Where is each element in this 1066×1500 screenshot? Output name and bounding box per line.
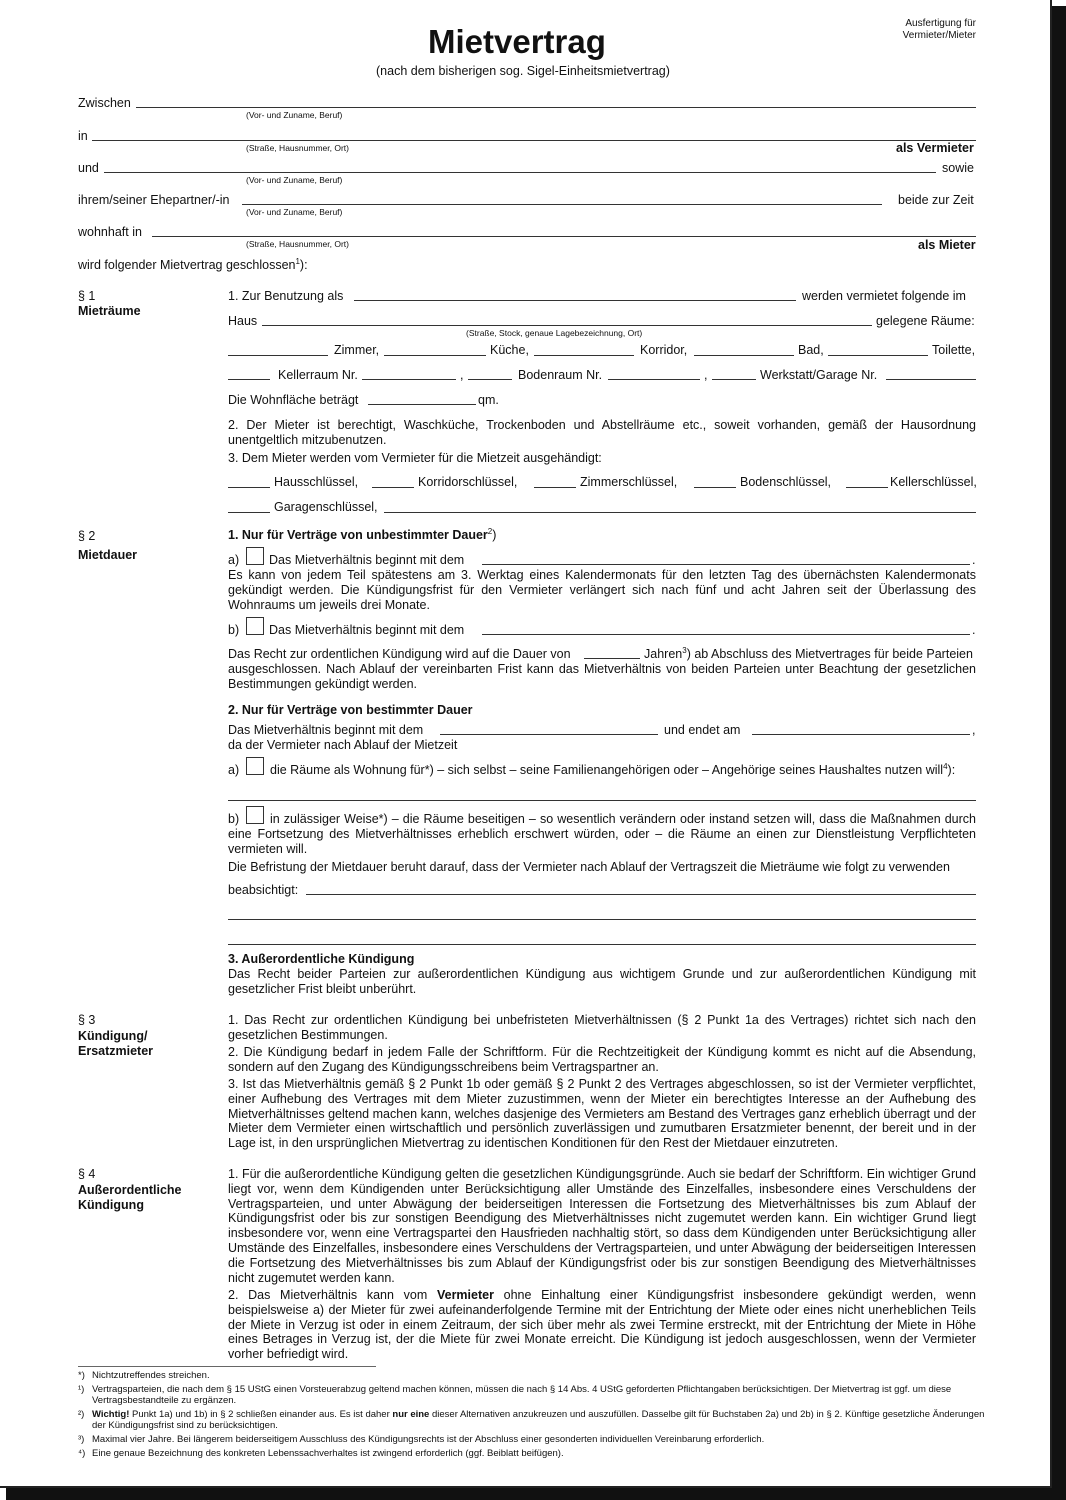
s2-endet-am: und endet am — [664, 723, 741, 737]
field-kellerschluessel[interactable] — [846, 487, 888, 488]
s2-sub3-heading: 3. Außerordentliche Kündigung — [228, 952, 415, 966]
s2-sub3-text: Das Recht beider Parteien zur außerordentlichen Kündigung aus wichtigem Grunde und zur außerordentlichen Kündigung mit gesetzlicher Frist bleibt unberührt. — [228, 967, 976, 996]
label-bodenschluessel: Bodenschlüssel, — [740, 475, 832, 489]
label-bad: Bad, — [798, 343, 824, 357]
caption-name-2: (Vor- und Zuname, Beruf) — [246, 175, 343, 185]
document-title: Mietvertrag — [428, 23, 606, 60]
copy-note: Ausfertigung für Vermieter/Mieter — [902, 18, 976, 41]
label-wohnhaft-in: wohnhaft in — [78, 225, 142, 239]
s1-p1-text: 1. Zur Benutzung als — [228, 289, 344, 303]
field-beabsichtigt-2[interactable] — [228, 919, 976, 920]
field-dauer-jahre[interactable] — [584, 658, 640, 659]
label-garagenschluessel: Garagenschlüssel, — [274, 500, 378, 514]
field-garagenschluessel[interactable] — [228, 512, 270, 513]
section-1-heading: § 1 Mieträume — [78, 289, 141, 318]
label-ehepartner: ihrem/seiner Ehepartner/-in — [78, 193, 230, 207]
s1-p3: 3. Dem Mieter werden vom Vermieter für die Mietzeit ausgehändigt: — [228, 451, 602, 465]
field-kellerraum-count[interactable] — [228, 379, 270, 380]
s2-sub2-text: Das Mietverhältnis beginnt mit dem — [228, 723, 424, 737]
field-weitere-schluessel[interactable] — [384, 512, 976, 513]
s2-sub2-text-2: da der Vermieter nach Ablauf der Mietzeit — [228, 738, 458, 752]
label-beide-zur-zeit: beide zur Zeit — [898, 193, 974, 207]
field-wohnflaeche[interactable] — [368, 404, 476, 405]
field-beabsichtigt-3[interactable] — [228, 944, 976, 945]
label-bodenraum: Bodenraum Nr. — [518, 368, 603, 382]
page-shadow-right — [1052, 6, 1066, 1500]
period: . — [972, 623, 976, 637]
label-kellerraum: Kellerraum Nr. — [278, 368, 358, 382]
field-korridorschluessel[interactable] — [372, 487, 414, 488]
s2-a-para: Es kann von jedem Teil spätestens am 3. Werktag eines Kalendermonats für den letzten Tag des übernächsten Kalendermonats gekündigt werden. Die Kündigungsfrist für den Vermieter verlängert sich nach fünf und acht Jahren seit der Überlassung des Wohnraums um jeweils drei Monate. — [228, 568, 976, 612]
field-bad-count[interactable] — [694, 355, 794, 356]
caption-address: (Straße, Hausnummer, Ort) — [246, 143, 349, 153]
field-befristung-a[interactable] — [228, 800, 976, 801]
field-kueche-count[interactable] — [384, 355, 486, 356]
s2-beabsichtigt: beabsichtigt: — [228, 883, 299, 897]
label-korridor: Korridor, — [640, 343, 688, 357]
section-2-heading: § 2 Mietdauer — [78, 529, 138, 562]
checkbox-befristet-a[interactable] — [246, 757, 264, 775]
s2-2b-text: in zulässiger Weise*) – die Räume beseitigen – so wesentlich verändern oder instand setzen will, dass die Maßnahmen durch eine Fortsetzung des Mietverhältnisses erheblich erschwert würden, oder – die Räume an einen zur Dienstleistung Verpflichteten vermieten will. — [228, 812, 976, 856]
caption-name-3: (Vor- und Zuname, Beruf) — [246, 207, 343, 217]
field-zur-benutzung-als[interactable] — [354, 300, 796, 301]
field-werkstatt-nr[interactable] — [886, 379, 976, 380]
field-vermieter-address[interactable] — [92, 140, 976, 141]
label-zwischen: Zwischen — [78, 96, 131, 110]
field-zimmerschluessel[interactable] — [534, 487, 576, 488]
caption-haus: (Straße, Stock, genaue Lagebezeichnung, Ort) — [466, 328, 643, 338]
period: . — [972, 553, 976, 567]
comma: , — [972, 723, 976, 737]
label-hausschluessel: Hausschlüssel, — [274, 475, 359, 489]
field-beginn-b[interactable] — [482, 634, 970, 635]
s2-a-text: Das Mietverhältnis beginnt mit dem — [269, 553, 465, 567]
field-toilette-count[interactable] — [828, 355, 928, 356]
label-kellerschluessel: Kellerschlüssel, — [890, 475, 977, 489]
s4-p1: 1. Für die außerordentliche Kündigung gelten die gesetzlichen Kündigungsgründe. Auch sie bedarf der Schriftform. Ein wichtiger Grund liegt vor, wenn dem Kündigenden unter Berücksichtigung aller Umstände des Einzelfalles, insbesondere eines Verschuldens der Vertragsparteien, und unter Abwägung der beiderseitigen Interessen die Fortsetzung des Mietverhältnisses bis zum Ablauf der Kündigungsfrist oder bis zur sonstigen Beendigung des Mietverhältnisses nicht zugemutet werden kann. Ein wichtiger Grund liegt insbesondere vor, wenn eine Vertragspartei den Hausfrieden nachhaltig stört, so dass dem Kündigenden unter Berücksichtigung aller Umstände des Einzelfalles, insbesondere eines Verschuldens der Vertragsparteien, und unter Abwägung der beiderseitigen Interessen die Fortsetzung des Mietverhältnisses bis zum Ablauf der Kündigungsfrist oder bis zur sonstigen Beendigung des Mietverhältnisses nicht zugemutet werden kann. — [228, 1167, 976, 1285]
label-werkstatt: Werkstatt/Garage Nr. — [760, 368, 878, 382]
s2-b-para-1b: Jahren$^3$) ab Abschluss des Mietvertrages für beide Parteien — [644, 645, 973, 661]
s2-b-text: Das Mietverhältnis beginnt mit dem — [269, 623, 465, 637]
field-ende-befristet[interactable] — [752, 734, 970, 735]
s2-befristung-text: Die Befristung der Mietdauer beruht darauf, dass der Vermieter nach Ablauf der Vertragszeit die Mieträume wie folgt zu verwenden — [228, 860, 950, 874]
label-als-mieter: als Mieter — [918, 238, 976, 252]
label-toilette: Toilette, — [932, 343, 976, 357]
label-zimmer: Zimmer, — [334, 343, 380, 357]
document-sheet: Mietvertrag (nach dem bisherigen sog. Sigel-Einheitsmietvertrag) Ausfertigung für Vermieter/Mieter Zwischen (Vor- und Zuname, Beruf) in (Straße, Hausnummer, Ort) als Vermieter und (Vor- und Zuname, Beruf) sowie ihrem/seiner Ehepartner/-in (Vor- und Zuname, Beruf) beide zur Zeit wohnhaft in (Straße, Hausnummer, Ort) als Mieter wird folgender Mietvertrag geschlossen$^1$): § 1 Mieträume 1. Zur Benutzung als werden vermietet folgende im Haus (Straße, Stock, genaue Lagebezeichnung, Ort) gelegene Räume: Zimmer, Küche, Korridor, Bad, Toilette, Kellerraum Nr. , Bodenraum Nr. , Werkstatt/Garage Nr. Die Wohnfläche beträgt qm. 2. Der Mieter ist berechtigt, Waschküche, Trockenboden und Abstellräume etc., soweit vorhanden, gemäß der Hausordnung unentgeltlich mitzubenutzen. 3. Dem Mieter werden vom Vermieter für die Mietzeit ausgehändigt: Hausschlüssel, Korridorschlüssel, Zimmerschlüssel, Bodenschlüssel, Kellerschlüssel, Garagenschlüssel, § 2 Mietdauer 1. Nur für Verträge von unbestimmter Dauer$^2$) a) Das Mietverhältnis beginnt mit dem . Es kann von jedem Teil spätestens am 3. Werktag eines Kalendermonats für den letzten Tag des übernächsten Kalendermonats gekündigt werden. Die Kündigungsfrist für den Vermieter verlängert sich nach fünf und acht Jahren seit der Überlassung des Wohnraums um jeweils drei Monate. b) Das Mietverhältnis beginnt mit dem . Das Recht zur ordentlichen Kündigung wird auf die Dauer von Jahren$^3$) ab Abschluss des Mietvertrages für beide Parteien ausgeschlossen. Nach Ablauf der vereinbarten Frist kann das Mietverhältnis von beiden Parteien unter Beachtung der gesetzlichen Bestimmungen gekündigt werden. 2. Nur für Verträge von bestimmter Dauer Das Mietverhältnis beginnt mit dem und endet am , da der Vermieter nach Ablauf der Mietzeit a) die Räume als Wohnung für*) – sich selbst – seine Familienangehörigen oder – Angehörige seines Haushaltes nutzen will$^4$): b) in zulässiger Weise*) – die Räume beseitigen – so wesentlich verändern oder instand setzen will, dass die Maßnahmen durch eine Fortsetzung des Mietverhältnisses erheblich erschwert würden, oder – die Räume an einen zur Dienstleistung Verpflichteten vermieten will. Die Befristung der Mietdauer beruht darauf, dass der Vermieter nach Ablauf der Vertragszeit die Mieträume wie folgt zu verwenden beabsichtigt: 3. Außerordentliche Kündigung Das Recht beider Parteien zur außerordentlichen Kündigung aus wichtigem Grunde und zur außerordentlichen Kündigung mit gesetzlicher Frist bleibt unberührt. § 3 Kündigung/ Ersatzmieter 1. Das Recht zur ordentlichen Kündigung bei unbefristeten Mietverhältnissen (§ 2 Punkt 1a des Vertrages) richtet sich nach den gesetzlichen Bestimmungen. 2. Die Kündigung bedarf in jedem Falle der Schriftform. Für die Rechtzeitigkeit der Kündigung kommt es nicht auf die Absendung, sondern auf den Zugang des Kündigungsschreibens beim Vertragspartner an. 3. Ist das Mietverhältnis gemäß § 2 Punkt 1b oder gemäß § 2 Punkt 2 des Vertrages abgeschlossen, so ist der Vermieter verpflichtet, einer Aufhebung des Vertrages mit dem Mieter zuzustimmen, wenn der Mieter ein berechtigtes Interesse an der Aufhebung des Mietverhältnisses geltend machen kann, welches dasjenige des Vermieters am Bestand des Vertrages ganz erheblich überragt und der Mieter dem Vermieter einen wirtschaftlich und persönlich zuverlässigen und zumutbaren Ersatzmieter benennt, der bereit und in der Lage ist, in den ursprünglichen Mietvertrag zu identischen Konditionen für den Rest der Mietdauer einzutreten. § 4 Außerordentliche Kündigung 1. Für die außerordentliche Kündigung gelten die gesetzlichen Kündigungsgründe. Auch sie bedarf der Schriftform. Ein wichtiger Grund liegt vor, wenn dem Kündigenden unter Berücksichtigung aller Umstände des Einzelfalles, insbesondere eines Verschuldens der Vertragsparteien, und unter Abwägung der beiderseitigen Interessen die Fortsetzung des Mietverhältnisses bis zum Ablauf der Kündigungsfrist oder bis zur sonstigen Beendigung des Mietverhältnisses nicht zugemutet werden kann. Ein wichtiger Grund liegt insbesondere vor, wenn eine Vertragspartei den Hausfrieden nachhaltig stört, so dass dem Kündigenden unter Berücksichtigung aller Umstände des Einzelfalles, insbesondere eines Verschuldens der Vertragsparteien, und unter Abwägung der beiderseitigen Interessen die Fortsetzung des Mietverhältnisses bis zum Ablauf der Kündigungsfrist oder bis zur sonstigen Beendigung des Mietverhältnisses nicht zugemutet werden kann. 2. Das Mietverhältnis kann vom Vermieter ohne Einhaltung einer Kündigungsfrist insbesondere gekündigt werden, wenn beispielsweise a) der Mieter für zwei aufeinanderfolgende Termine mit der Entrichtung der Miete oder eines nicht unerheblichen Teils der Miete in Verzug ist oder in einem Zeitraum, der sich über mehr als zwei Termine erstreckt, mit der Entrichtung der Miete in Höhe eines Betrages in Verzug ist, der die Miete für zwei Monate erreicht. Die Kündigung ist jedoch ausgeschlossen, wenn der Vermieter vorher befriedigt wird. *) Nichtzutreffendes streichen. ¹) Vertragsparteien, die nach dem § 15 UStG einen Vorsteuerabzug geltend machen können, müssen die nach § 14 Abs. 4 UStG geforderten Pflichtangaben berücksichtigen. Der Mietvertrag ist ggf. um diese Vertragsbestandteile zu ergänzen. ²) Wichtig! Punkt 1a) und 1b) in § 2 schließen einander aus. Es ist daher nur eine dieser Alternativen anzukreuzen und auszufüllen. Dasselbe gilt für Buchstaben 2a) und 2b) in § 2. Künftige gesetzliche Änderungen der Kündigungsfrist sind zu berücksichtigen. ³) Maximal vier Jahre. Bei längerem beiderseitigem Ausschluss des Kündigungsrechts ist der Abschluss einer gesonderten individuellen Vereinbarung erforderlich. ⁴) Eine genaue Bezeichnung des konkreten Lebenssachverhaltes ist zwingend erforderlich (ggf. Beiblatt beifügen). — [0, 0, 1052, 1488]
section-3-heading: § 3 Kündigung/ Ersatzmieter — [78, 1013, 154, 1058]
s1-gelegene-raeume: gelegene Räume: — [876, 314, 975, 328]
s2-b-label: b) — [228, 623, 240, 637]
s2-sub1-heading: 1. Nur für Verträge von unbestimmter Dauer$^2$) — [228, 526, 497, 542]
field-haus-address[interactable] — [262, 325, 872, 326]
field-beginn-befristet[interactable] — [440, 734, 658, 735]
s2-2a-label: a) — [228, 763, 240, 777]
field-mieter-name[interactable] — [104, 172, 936, 173]
s2-b-para-1a: Das Recht zur ordentlichen Kündigung wird auf die Dauer von — [228, 647, 571, 661]
label-qm: qm. — [478, 393, 499, 407]
s2-b-para-2: ausgeschlossen. Nach Ablauf der vereinbarten Frist kann das Mietverhältnis von beiden Parteien unter Beachtung der gesetzlichen Bestimmungen gekündigt werden. — [228, 662, 976, 691]
field-beabsichtigt-1[interactable] — [306, 894, 976, 895]
label-korridorschluessel: Korridorschlüssel, — [418, 475, 518, 489]
s3-p3: 3. Ist das Mietverhältnis gemäß § 2 Punkt 1b oder gemäß § 2 Punkt 2 des Vertrages abgeschlossen, so ist der Vermieter verpflichtet, einer Aufhebung des Vertrages mit dem Mieter zuzustimmen, wenn der Mieter ein berechtigtes Interesse an der Aufhebung des Mietverhältnisses geltend machen kann, welches dasjenige des Vermieters am Bestand des Vertrages ganz erheblich überragt und der Mieter dem Vermieter einen wirtschaftlich und persönlich zuverlässigen und zumutbaren Ersatzmieter benennt, der bereit und in der Lage ist, in den ursprünglichen Mietvertrag zu identischen Konditionen für den Rest der Mietdauer einzutreten. — [228, 1077, 976, 1151]
label-kueche: Küche, — [490, 343, 529, 357]
page-shadow-bottom — [6, 1488, 1066, 1500]
footnote-divider — [78, 1366, 376, 1367]
checkbox-unbefristet-b[interactable] — [246, 617, 264, 635]
s3-p2: 2. Die Kündigung bedarf in jedem Falle der Schriftform. Für die Rechtzeitigkeit der Kündigung kommt es nicht auf die Absendung, sondern auf den Zugang des Kündigungsschreibens beim Vertragspartner an. — [228, 1045, 976, 1074]
field-ehepartner-name[interactable] — [242, 204, 882, 205]
label-in: in — [78, 129, 88, 143]
label-wohnflaeche: Die Wohnfläche beträgt — [228, 393, 359, 407]
field-zimmer-count[interactable] — [228, 355, 328, 356]
s2-a-label: a) — [228, 553, 240, 567]
field-beginn-a[interactable] — [482, 564, 970, 565]
field-korridor-count[interactable] — [534, 355, 634, 356]
field-kellerraum-nr[interactable] — [362, 379, 456, 380]
s2-2a-text: die Räume als Wohnung für*) – sich selbst – seine Familienangehörigen oder – Angehörige seines Haushaltes nutzen will$^4$): — [270, 761, 956, 777]
s1-p1-end: werden vermietet folgende im — [802, 289, 966, 303]
s3-p1: 1. Das Recht zur ordentlichen Kündigung bei unbefristeten Mietverhältnissen (§ 2 Punkt 1a des Vertrages) richtet sich nach den gesetzlichen Bestimmungen. — [228, 1013, 976, 1042]
field-bodenschluessel[interactable] — [694, 487, 736, 488]
document-subtitle: (nach dem bisherigen sog. Sigel-Einheitsmietvertrag) — [376, 64, 670, 78]
caption-address-2: (Straße, Hausnummer, Ort) — [246, 239, 349, 249]
s2-sub2-heading: 2. Nur für Verträge von bestimmter Dauer — [228, 703, 473, 717]
comma: , — [704, 368, 708, 382]
s1-haus-label: Haus — [228, 314, 258, 328]
section-4-heading: § 4 Außerordentliche Kündigung — [78, 1167, 182, 1212]
label-als-vermieter: als Vermieter — [896, 141, 974, 155]
field-bodenraum-count[interactable] — [468, 379, 512, 380]
field-hausschluessel[interactable] — [228, 487, 270, 488]
contract-intro: wird folgender Mietvertrag geschlossen$^1$): — [78, 256, 308, 272]
label-zimmerschluessel: Zimmerschlüssel, — [580, 475, 678, 489]
label-und: und — [78, 161, 99, 175]
caption-name: (Vor- und Zuname, Beruf) — [246, 110, 343, 120]
field-mieter-address[interactable] — [152, 236, 976, 237]
field-werkstatt-count[interactable] — [712, 379, 756, 380]
field-bodenraum-nr[interactable] — [608, 379, 700, 380]
comma: , — [460, 368, 464, 382]
s1-p2: 2. Der Mieter ist berechtigt, Waschküche, Trockenboden und Abstellräume etc., soweit vorhanden, gemäß der Hausordnung unentgeltlich mitzubenutzen. — [228, 418, 976, 447]
s2-2b-label: b) — [228, 812, 240, 826]
s4-p2: 2. Das Mietverhältnis kann vom Vermieter ohne Einhaltung einer Kündigungsfrist insbesondere gekündigt werden, wenn beispielsweise a) der Mieter für zwei aufeinanderfolgende Termine mit der Entrichtung der Miete oder eines nicht unerheblichen Teils der Miete in Verzug ist oder in einem Zeitraum, der sich über mehr als zwei Termine erstreckt, mit der Entrichtung der Miete in Höhe eines Betrages in Verzug ist, der die Miete für zwei Monate erreicht. Die Kündigung ist jedoch ausgeschlossen, wenn der Vermieter vorher befriedigt wird. — [228, 1288, 976, 1362]
checkbox-unbefristet-a[interactable] — [246, 547, 264, 565]
field-vermieter-name[interactable] — [136, 107, 976, 108]
label-sowie: sowie — [942, 161, 974, 175]
